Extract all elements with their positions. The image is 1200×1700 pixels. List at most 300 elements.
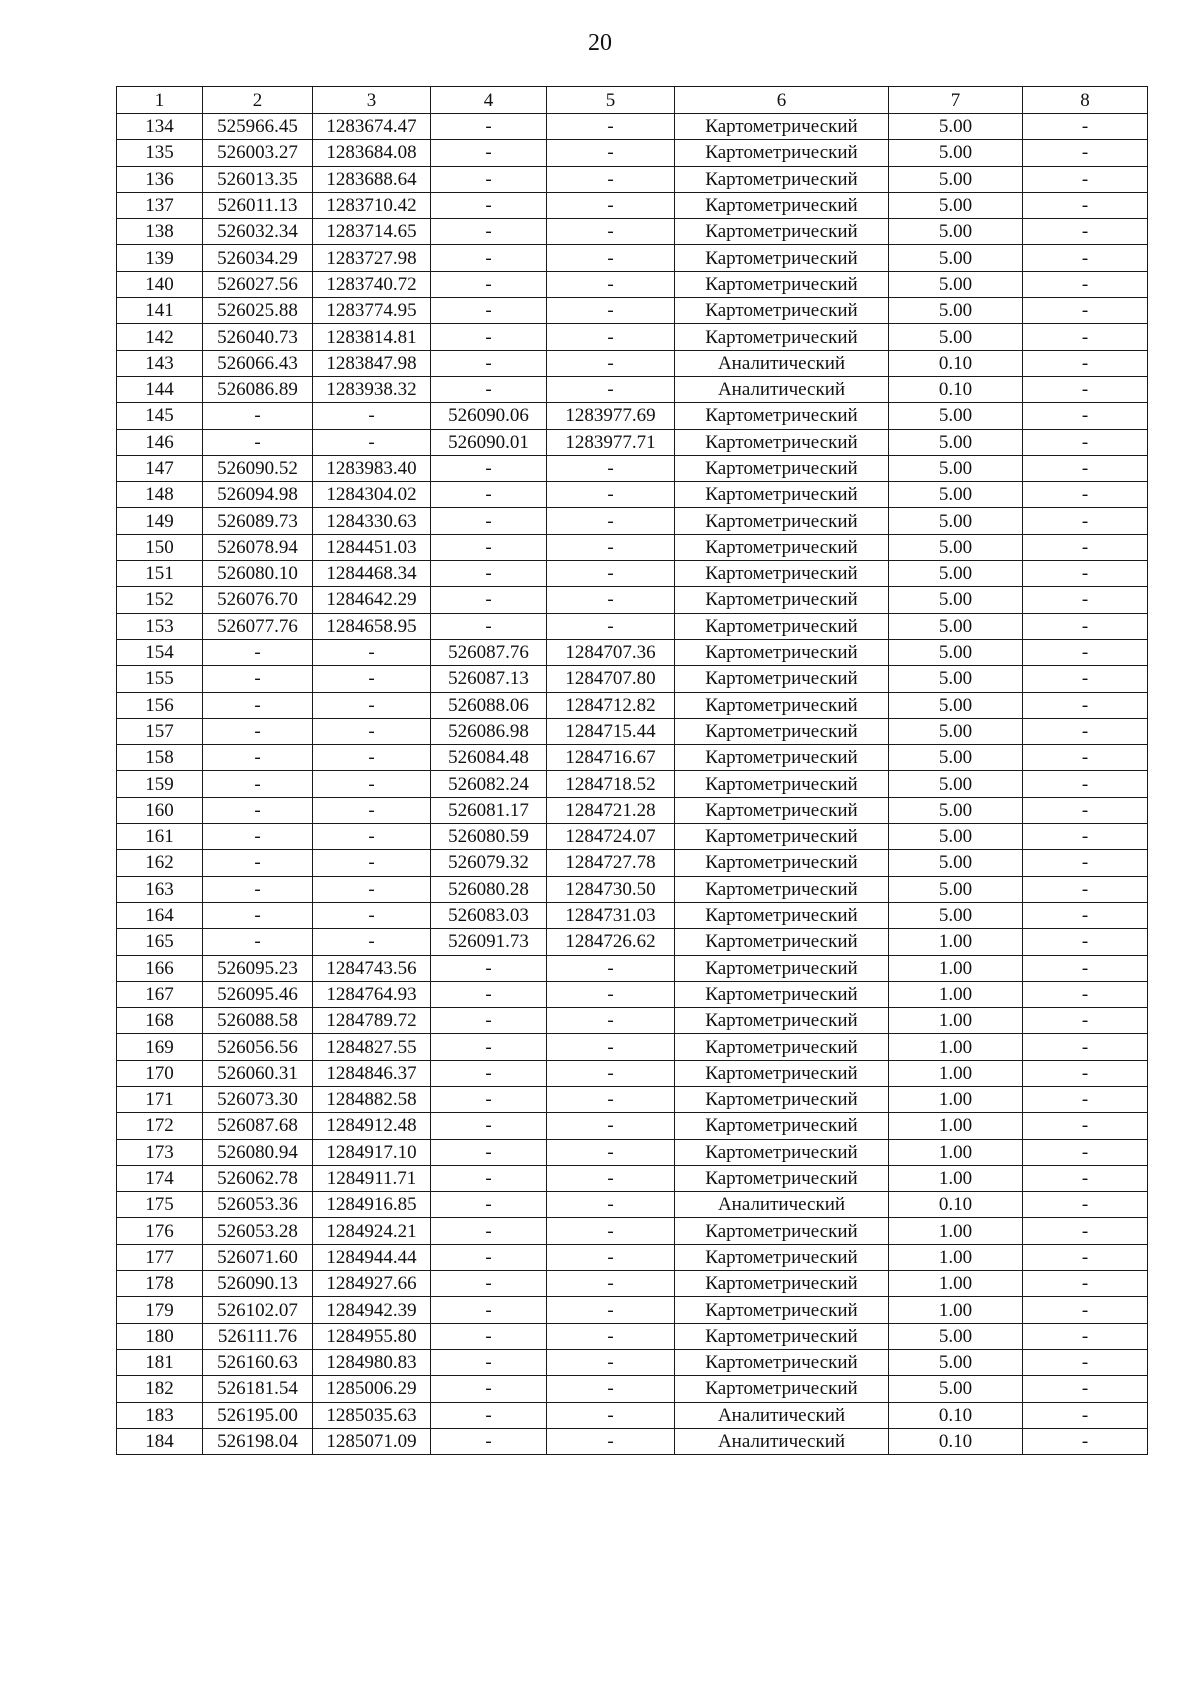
table-cell: 1284912.48 xyxy=(313,1113,431,1139)
table-cell: - xyxy=(547,1192,675,1218)
table-cell: 5.00 xyxy=(889,403,1023,429)
table-cell: 526088.06 xyxy=(431,692,547,718)
table-cell: - xyxy=(313,876,431,902)
table-cell: 526003.27 xyxy=(203,140,313,166)
table-cell: - xyxy=(1023,140,1148,166)
table-cell: 5.00 xyxy=(889,850,1023,876)
table-cell: - xyxy=(547,1008,675,1034)
table-cell: - xyxy=(431,245,547,271)
table-cell: 1284712.82 xyxy=(547,692,675,718)
table-cell: 174 xyxy=(117,1165,203,1191)
table-row xyxy=(117,508,1148,534)
table-cell: 5.00 xyxy=(889,114,1023,140)
table-cell: 151 xyxy=(117,561,203,587)
table-cell: 526082.24 xyxy=(431,771,547,797)
table-cell: 1284721.28 xyxy=(547,797,675,823)
table-cell: 1284827.55 xyxy=(313,1034,431,1060)
table-cell: - xyxy=(547,1402,675,1428)
table-cell: - xyxy=(1023,298,1148,324)
table-cell: 141 xyxy=(117,298,203,324)
table-cell: 140 xyxy=(117,271,203,297)
table-row xyxy=(117,482,1148,508)
table-cell: 5.00 xyxy=(889,245,1023,271)
table-cell: 526091.73 xyxy=(431,929,547,955)
table-row xyxy=(117,219,1148,245)
table-cell: 526080.94 xyxy=(203,1139,313,1165)
table-cell: - xyxy=(547,1323,675,1349)
table-row xyxy=(117,1271,1148,1297)
table-cell: Картометрический xyxy=(675,429,889,455)
table-cell: Картометрический xyxy=(675,745,889,771)
table-cell: - xyxy=(203,639,313,665)
table-cell: - xyxy=(547,271,675,297)
table-cell: - xyxy=(431,192,547,218)
table-cell: - xyxy=(431,376,547,402)
table-cell: Картометрический xyxy=(675,1113,889,1139)
table-row xyxy=(117,1086,1148,1112)
table-cell: 1283727.98 xyxy=(313,245,431,271)
table-row xyxy=(117,1060,1148,1086)
table-cell: 182 xyxy=(117,1376,203,1402)
table-cell: Картометрический xyxy=(675,797,889,823)
table-cell: 152 xyxy=(117,587,203,613)
table-row xyxy=(117,639,1148,665)
table-cell: 180 xyxy=(117,1323,203,1349)
table-cell: Картометрический xyxy=(675,192,889,218)
column-header: 2 xyxy=(203,87,313,114)
table-cell: 5.00 xyxy=(889,508,1023,534)
table-cell: - xyxy=(547,534,675,560)
table-cell: Аналитический xyxy=(675,350,889,376)
table-cell: 169 xyxy=(117,1034,203,1060)
table-cell: 1284764.93 xyxy=(313,981,431,1007)
table-cell: - xyxy=(1023,219,1148,245)
table-cell: 148 xyxy=(117,482,203,508)
table-cell: - xyxy=(1023,1192,1148,1218)
table-cell: - xyxy=(1023,192,1148,218)
table-cell: 1283847.98 xyxy=(313,350,431,376)
table-cell: - xyxy=(1023,902,1148,928)
table-row xyxy=(117,955,1148,981)
table-row xyxy=(117,797,1148,823)
table-cell: 526198.04 xyxy=(203,1428,313,1454)
table-row xyxy=(117,1139,1148,1165)
table-cell: 145 xyxy=(117,403,203,429)
table-cell: - xyxy=(431,1218,547,1244)
table-cell: - xyxy=(1023,876,1148,902)
table-cell: - xyxy=(431,613,547,639)
table-row xyxy=(117,1008,1148,1034)
table-cell: 135 xyxy=(117,140,203,166)
table-cell: 1284917.10 xyxy=(313,1139,431,1165)
table-cell: - xyxy=(547,1349,675,1375)
table-cell: 1284916.85 xyxy=(313,1192,431,1218)
table-cell: 1283710.42 xyxy=(313,192,431,218)
table-cell: Картометрический xyxy=(675,824,889,850)
table-cell: 526027.56 xyxy=(203,271,313,297)
table-cell: Картометрический xyxy=(675,455,889,481)
table-cell: Картометрический xyxy=(675,639,889,665)
table-cell: 526040.73 xyxy=(203,324,313,350)
table-cell: 526102.07 xyxy=(203,1297,313,1323)
table-cell: - xyxy=(1023,666,1148,692)
table-cell: 1284304.02 xyxy=(313,482,431,508)
table-cell: - xyxy=(547,955,675,981)
table-cell: - xyxy=(203,850,313,876)
table-cell: - xyxy=(431,1165,547,1191)
table-cell: - xyxy=(547,455,675,481)
table-cell: - xyxy=(1023,271,1148,297)
table-cell: 1283674.47 xyxy=(313,114,431,140)
column-header: 1 xyxy=(117,87,203,114)
table-cell: - xyxy=(1023,613,1148,639)
table-cell: - xyxy=(547,140,675,166)
table-cell: 526090.01 xyxy=(431,429,547,455)
table-cell: 5.00 xyxy=(889,587,1023,613)
table-cell: - xyxy=(313,797,431,823)
table-cell: - xyxy=(547,219,675,245)
table-cell: 160 xyxy=(117,797,203,823)
table-cell: Картометрический xyxy=(675,140,889,166)
table-cell: - xyxy=(1023,771,1148,797)
table-cell: 157 xyxy=(117,718,203,744)
table-cell: 1284468.34 xyxy=(313,561,431,587)
table-cell: 526088.58 xyxy=(203,1008,313,1034)
table-cell: 1284789.72 xyxy=(313,1008,431,1034)
table-cell: - xyxy=(1023,1428,1148,1454)
table-cell: - xyxy=(313,666,431,692)
table-cell: - xyxy=(547,1271,675,1297)
table-cell: 5.00 xyxy=(889,718,1023,744)
table-row xyxy=(117,718,1148,744)
table-cell: - xyxy=(431,1086,547,1112)
table-row xyxy=(117,324,1148,350)
table-cell: 1.00 xyxy=(889,955,1023,981)
table-cell: - xyxy=(1023,718,1148,744)
table-row xyxy=(117,1165,1148,1191)
table-cell: - xyxy=(313,429,431,455)
table-cell: 526060.31 xyxy=(203,1060,313,1086)
table-cell: - xyxy=(431,1060,547,1086)
table-row xyxy=(117,1192,1148,1218)
table-cell: - xyxy=(1023,692,1148,718)
table-row xyxy=(117,1428,1148,1454)
table-cell: 156 xyxy=(117,692,203,718)
table-cell: 1284980.83 xyxy=(313,1349,431,1375)
table-cell: Аналитический xyxy=(675,376,889,402)
table-cell: - xyxy=(547,981,675,1007)
table-cell: - xyxy=(431,587,547,613)
table-cell: 183 xyxy=(117,1402,203,1428)
table-cell: 5.00 xyxy=(889,482,1023,508)
table-row xyxy=(117,114,1148,140)
table-cell: 134 xyxy=(117,114,203,140)
table-row xyxy=(117,824,1148,850)
table-cell: Картометрический xyxy=(675,613,889,639)
table-cell: Картометрический xyxy=(675,324,889,350)
table-cell: 179 xyxy=(117,1297,203,1323)
table-row xyxy=(117,271,1148,297)
table-cell: Картометрический xyxy=(675,1271,889,1297)
table-cell: 526056.56 xyxy=(203,1034,313,1060)
table-cell: 154 xyxy=(117,639,203,665)
table-cell: 5.00 xyxy=(889,666,1023,692)
table-cell: Картометрический xyxy=(675,245,889,271)
table-cell: 526095.46 xyxy=(203,981,313,1007)
table-cell: - xyxy=(203,771,313,797)
table-cell: Картометрический xyxy=(675,166,889,192)
table-cell: 136 xyxy=(117,166,203,192)
table-cell: 5.00 xyxy=(889,824,1023,850)
table-row xyxy=(117,1349,1148,1375)
table-cell: 5.00 xyxy=(889,534,1023,560)
coordinates-table xyxy=(116,86,1148,1455)
table-cell: 1284944.44 xyxy=(313,1244,431,1270)
table-cell: 1283983.40 xyxy=(313,455,431,481)
table-cell: - xyxy=(547,1218,675,1244)
table-cell: - xyxy=(431,1402,547,1428)
table-cell: 1.00 xyxy=(889,1034,1023,1060)
table-cell: Картометрический xyxy=(675,771,889,797)
table-cell: - xyxy=(547,1165,675,1191)
table-cell: - xyxy=(431,482,547,508)
table-cell: Аналитический xyxy=(675,1402,889,1428)
table-cell: - xyxy=(1023,955,1148,981)
table-row xyxy=(117,245,1148,271)
table-cell: - xyxy=(547,1297,675,1323)
table-cell: 526078.94 xyxy=(203,534,313,560)
table-cell: - xyxy=(1023,850,1148,876)
table-cell: - xyxy=(431,561,547,587)
table-row xyxy=(117,1034,1148,1060)
table-cell: - xyxy=(547,587,675,613)
table-row xyxy=(117,876,1148,902)
table-row xyxy=(117,1402,1148,1428)
table-row xyxy=(117,613,1148,639)
table-cell: 526087.13 xyxy=(431,666,547,692)
table-cell: - xyxy=(203,692,313,718)
table-cell: Картометрический xyxy=(675,403,889,429)
table-cell: Картометрический xyxy=(675,1060,889,1086)
table-cell: 526084.48 xyxy=(431,745,547,771)
table-cell: - xyxy=(313,745,431,771)
table-cell: 1.00 xyxy=(889,1113,1023,1139)
table-cell: 150 xyxy=(117,534,203,560)
table-cell: - xyxy=(431,140,547,166)
table-cell: - xyxy=(547,350,675,376)
table-cell: 5.00 xyxy=(889,140,1023,166)
table-cell: 0.10 xyxy=(889,376,1023,402)
table-cell: 1.00 xyxy=(889,1086,1023,1112)
table-cell: 526076.70 xyxy=(203,587,313,613)
table-cell: - xyxy=(547,324,675,350)
table-cell: - xyxy=(1023,508,1148,534)
table-cell: - xyxy=(547,1428,675,1454)
table-cell: - xyxy=(1023,482,1148,508)
table-cell: - xyxy=(547,1376,675,1402)
table-cell: 5.00 xyxy=(889,298,1023,324)
table-cell: 1284451.03 xyxy=(313,534,431,560)
table-cell: Картометрический xyxy=(675,1244,889,1270)
table-cell: 181 xyxy=(117,1349,203,1375)
table-cell: 165 xyxy=(117,929,203,955)
table-row xyxy=(117,902,1148,928)
table-cell: - xyxy=(313,850,431,876)
table-cell: Аналитический xyxy=(675,1428,889,1454)
table-cell: 163 xyxy=(117,876,203,902)
table-cell: 184 xyxy=(117,1428,203,1454)
table-row xyxy=(117,429,1148,455)
table-cell: - xyxy=(203,666,313,692)
table-cell: - xyxy=(1023,824,1148,850)
table-cell: 155 xyxy=(117,666,203,692)
table-cell: - xyxy=(1023,534,1148,560)
table-row xyxy=(117,1376,1148,1402)
table-cell: 526080.10 xyxy=(203,561,313,587)
table-cell: 1283977.69 xyxy=(547,403,675,429)
table-cell: - xyxy=(431,981,547,1007)
table-row xyxy=(117,666,1148,692)
table-row xyxy=(117,534,1148,560)
table-row xyxy=(117,192,1148,218)
table-cell: - xyxy=(431,1271,547,1297)
table-cell: 5.00 xyxy=(889,797,1023,823)
table-cell: - xyxy=(1023,1349,1148,1375)
table-cell: 146 xyxy=(117,429,203,455)
table-cell: - xyxy=(1023,455,1148,481)
table-cell: 526111.76 xyxy=(203,1323,313,1349)
table-cell: 1284707.36 xyxy=(547,639,675,665)
table-row xyxy=(117,929,1148,955)
table-cell: - xyxy=(1023,1165,1148,1191)
table-cell: - xyxy=(1023,1034,1148,1060)
table-cell: - xyxy=(431,955,547,981)
table-cell: 526087.68 xyxy=(203,1113,313,1139)
table-cell: - xyxy=(431,1349,547,1375)
table-cell: 526094.98 xyxy=(203,482,313,508)
table-cell: - xyxy=(431,455,547,481)
table-cell: 5.00 xyxy=(889,429,1023,455)
table-cell: 1.00 xyxy=(889,1271,1023,1297)
table-cell: 526032.34 xyxy=(203,219,313,245)
table-cell: Картометрический xyxy=(675,1086,889,1112)
table-cell: 171 xyxy=(117,1086,203,1112)
table-cell: 177 xyxy=(117,1244,203,1270)
table-cell: 526086.98 xyxy=(431,718,547,744)
table-cell: Картометрический xyxy=(675,876,889,902)
table-row xyxy=(117,1244,1148,1270)
table-cell: 139 xyxy=(117,245,203,271)
table-cell: 143 xyxy=(117,350,203,376)
table-cell: - xyxy=(1023,1244,1148,1270)
table-cell: 1283814.81 xyxy=(313,324,431,350)
header-row xyxy=(117,87,1148,114)
table-cell: 159 xyxy=(117,771,203,797)
table-cell: 1284911.71 xyxy=(313,1165,431,1191)
table-cell: - xyxy=(547,1139,675,1165)
table-cell: Картометрический xyxy=(675,666,889,692)
table-cell: - xyxy=(431,508,547,534)
table-cell: 525966.45 xyxy=(203,114,313,140)
table-cell: - xyxy=(547,482,675,508)
table-cell: 1285071.09 xyxy=(313,1428,431,1454)
table-cell: - xyxy=(547,166,675,192)
table-cell: 526181.54 xyxy=(203,1376,313,1402)
table-cell: Картометрический xyxy=(675,718,889,744)
table-cell: - xyxy=(1023,245,1148,271)
table-cell: 1284724.07 xyxy=(547,824,675,850)
table-cell: Картометрический xyxy=(675,692,889,718)
table-cell: 526087.76 xyxy=(431,639,547,665)
table-cell: 526025.88 xyxy=(203,298,313,324)
table-cell: - xyxy=(431,1139,547,1165)
table-cell: 1284846.37 xyxy=(313,1060,431,1086)
table-cell: 178 xyxy=(117,1271,203,1297)
table-cell: 0.10 xyxy=(889,1192,1023,1218)
table-cell: - xyxy=(1023,1008,1148,1034)
table-cell: 5.00 xyxy=(889,639,1023,665)
table-cell: - xyxy=(1023,1139,1148,1165)
table-cell: - xyxy=(431,1376,547,1402)
table-cell: 1284726.62 xyxy=(547,929,675,955)
table-cell: - xyxy=(1023,1113,1148,1139)
table-cell: 5.00 xyxy=(889,876,1023,902)
table-cell: - xyxy=(547,245,675,271)
table-cell: 526066.43 xyxy=(203,350,313,376)
table-cell: - xyxy=(1023,1218,1148,1244)
table-cell: 526090.52 xyxy=(203,455,313,481)
table-cell: Картометрический xyxy=(675,955,889,981)
table-row xyxy=(117,1297,1148,1323)
table-cell: - xyxy=(313,771,431,797)
column-header: 3 xyxy=(313,87,431,114)
table-cell: 166 xyxy=(117,955,203,981)
table-cell: 172 xyxy=(117,1113,203,1139)
table-cell: 173 xyxy=(117,1139,203,1165)
table-cell: - xyxy=(547,1086,675,1112)
table-cell: - xyxy=(431,271,547,297)
table-body xyxy=(117,114,1148,1455)
table-cell: - xyxy=(1023,350,1148,376)
table-cell: Картометрический xyxy=(675,508,889,534)
table-row xyxy=(117,745,1148,771)
table-cell: - xyxy=(431,534,547,560)
table-cell: 1283977.71 xyxy=(547,429,675,455)
table-cell: - xyxy=(1023,429,1148,455)
table-cell: 5.00 xyxy=(889,166,1023,192)
table-header xyxy=(117,87,1148,114)
table-cell: - xyxy=(203,929,313,955)
table-cell: 162 xyxy=(117,850,203,876)
table-cell: 0.10 xyxy=(889,1428,1023,1454)
table-cell: - xyxy=(431,1297,547,1323)
table-cell: - xyxy=(547,1113,675,1139)
table-cell: - xyxy=(431,1323,547,1349)
table-cell: 170 xyxy=(117,1060,203,1086)
table-cell: - xyxy=(431,1192,547,1218)
table-cell: 5.00 xyxy=(889,613,1023,639)
table-cell: Картометрический xyxy=(675,1323,889,1349)
table-cell: Картометрический xyxy=(675,1376,889,1402)
table-cell: - xyxy=(547,561,675,587)
table-cell: - xyxy=(431,219,547,245)
table-cell: 5.00 xyxy=(889,771,1023,797)
table-cell: - xyxy=(1023,587,1148,613)
table-cell: 5.00 xyxy=(889,692,1023,718)
table-cell: Картометрический xyxy=(675,219,889,245)
table-cell: 1284882.58 xyxy=(313,1086,431,1112)
table-cell: - xyxy=(1023,1060,1148,1086)
